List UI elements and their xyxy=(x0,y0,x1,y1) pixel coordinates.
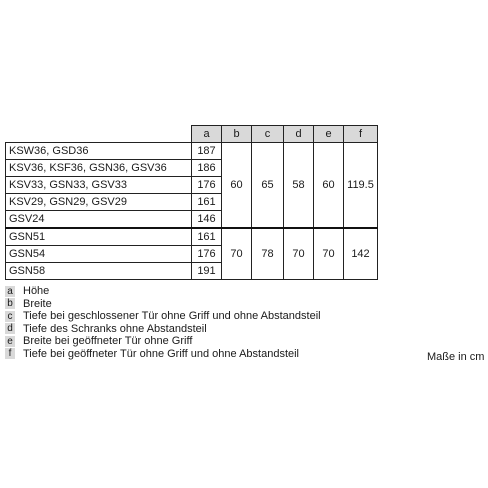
dimensions-table xyxy=(5,125,378,280)
legend-key: c xyxy=(5,311,15,322)
legend-key: e xyxy=(5,336,15,347)
legend-key: d xyxy=(5,323,15,334)
height-cell: 191 xyxy=(192,263,222,280)
legend-text: Höhe xyxy=(23,285,50,297)
legend-key: a xyxy=(5,286,15,297)
cabinet-depth-cell: 70 xyxy=(284,228,314,280)
table-row xyxy=(6,143,378,160)
depth-closed-cell: 78 xyxy=(252,228,284,280)
height-cell: 186 xyxy=(192,160,222,177)
legend-item xyxy=(5,298,321,311)
table-row xyxy=(6,228,378,246)
unit-note: Maße in cm xyxy=(427,351,485,363)
width-cell: 60 xyxy=(222,143,252,229)
header-a: a xyxy=(192,126,222,143)
cabinet-depth-cell: 58 xyxy=(284,143,314,229)
depth-open-cell: 142 xyxy=(344,228,378,280)
header-c: c xyxy=(252,126,284,143)
legend-text: Breite bei geöffneter Tür ohne Griff xyxy=(23,335,193,347)
legend-item xyxy=(5,285,321,298)
legend-item xyxy=(5,348,321,361)
height-cell: 176 xyxy=(192,246,222,263)
width-open-cell: 60 xyxy=(314,143,344,229)
height-cell: 161 xyxy=(192,194,222,211)
width-cell: 70 xyxy=(222,228,252,280)
model-cell: GSN58 xyxy=(6,263,192,280)
legend-item xyxy=(5,310,321,323)
height-cell: 146 xyxy=(192,211,222,229)
header-d: d xyxy=(284,126,314,143)
height-cell: 176 xyxy=(192,177,222,194)
header-e: e xyxy=(314,126,344,143)
legend-text: Tiefe bei geöffneter Tür ohne Griff und ohne Abstandsteil xyxy=(23,347,300,360)
legend-text: Breite xyxy=(23,297,52,310)
depth-closed-cell: 65 xyxy=(252,143,284,229)
model-cell: KSW36, GSD36 xyxy=(6,143,192,160)
model-cell: GSN54 xyxy=(6,246,192,263)
height-cell: 161 xyxy=(192,228,222,246)
legend-item xyxy=(5,323,321,336)
height-cell: 187 xyxy=(192,143,222,160)
header-f: f xyxy=(344,126,378,143)
legend-text: Tiefe des Schranks ohne Abstandsteil xyxy=(23,322,207,335)
width-open-cell: 70 xyxy=(314,228,344,280)
legend-text: Tiefe bei geschlossener Tür ohne Griff und ohne Abstandsteil xyxy=(23,310,321,322)
legend-key: f xyxy=(5,348,15,359)
model-cell: KSV33, GSN33, GSV33 xyxy=(6,177,192,194)
header-blank-cell xyxy=(6,126,192,143)
legend-item xyxy=(5,335,321,348)
header-b: b xyxy=(222,126,252,143)
legend-key: b xyxy=(5,298,15,309)
model-cell: GSV24 xyxy=(6,211,192,229)
model-cell: GSN51 xyxy=(6,228,192,246)
depth-open-cell: 119.5 xyxy=(344,143,378,229)
header-row xyxy=(6,126,378,143)
legend xyxy=(5,285,321,360)
model-cell: KSV36, KSF36, GSN36, GSV36 xyxy=(6,160,192,177)
model-cell: KSV29, GSN29, GSV29 xyxy=(6,194,192,211)
